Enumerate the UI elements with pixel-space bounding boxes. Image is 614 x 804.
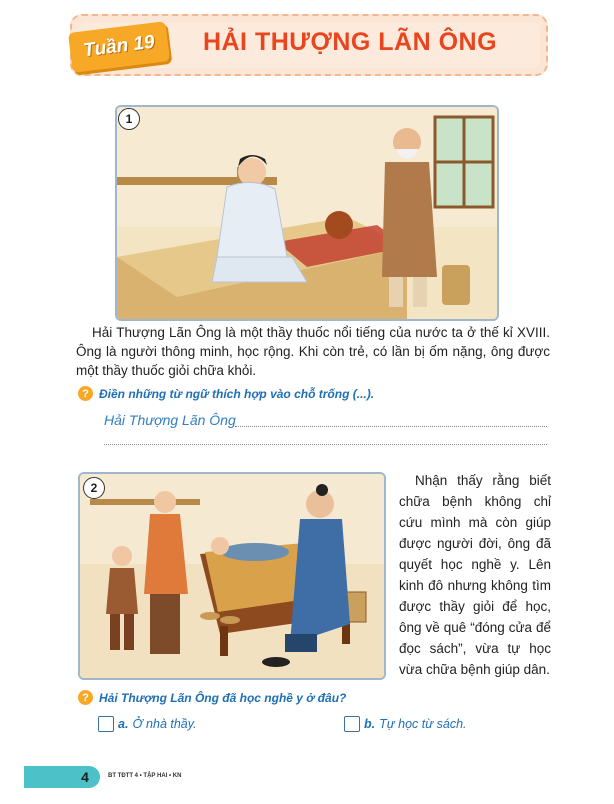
- answer-line-2[interactable]: [104, 444, 547, 445]
- section1-answer-prefill: Hải Thượng Lãn Ông: [104, 412, 236, 428]
- week-tag: Tuần 19: [68, 21, 170, 73]
- illustration-1: [115, 105, 499, 321]
- option-a-letter: a.: [118, 717, 129, 731]
- option-b-checkbox[interactable]: [344, 716, 360, 732]
- book-info: BT TĐTT 4 • TẬP HAI • KN: [108, 773, 182, 779]
- illustration-1-number: 1: [118, 108, 140, 130]
- section2-question-text: Hải Thượng Lãn Ông đã học nghề y ở đâu?: [99, 690, 347, 705]
- section1-paragraph: Hải Thượng Lãn Ông là một thầy thuốc nổi tiếng của nước ta ở thế kỉ XVIII. Ông là người thông minh, học rộng. Khi còn trẻ, có lần bị ốm nặng, ông được một thầy thuốc giỏi chữa khỏi.: [76, 325, 550, 378]
- option-a-text: Ở nhà thầy.: [132, 717, 197, 731]
- option-a[interactable]: [98, 716, 197, 732]
- question-icon: ?: [78, 386, 93, 401]
- option-b-letter: b.: [364, 717, 376, 731]
- section2-question: [78, 690, 346, 705]
- illustration-2: [78, 472, 386, 680]
- question-icon: ?: [78, 690, 93, 705]
- answer-line-1[interactable]: [235, 426, 547, 427]
- option-a-checkbox[interactable]: [98, 716, 114, 732]
- illustration-2-number: 2: [83, 477, 105, 499]
- page-title: HẢI THƯỢNG LÃN ÔNG: [202, 28, 498, 56]
- page-number: 4: [81, 769, 89, 785]
- section2-paragraph: Nhận thấy rằng biết chữa bệnh không chỉ cứu mình mà còn giúp được người đời, ông đã quyết học nghề y. Lên kinh đô nhưng không tìm được thầy giỏi để học, ông về quê “đóng cửa để đọc sách”, vừa tự học vừa chữa bệnh giúp dân.: [399, 473, 551, 677]
- option-b-text: Tự học từ sách.: [379, 717, 467, 731]
- option-b[interactable]: [344, 716, 467, 732]
- section1-question: [78, 386, 374, 401]
- section1-question-text: Điền những từ ngữ thích hợp vào chỗ trống (...).: [99, 386, 375, 401]
